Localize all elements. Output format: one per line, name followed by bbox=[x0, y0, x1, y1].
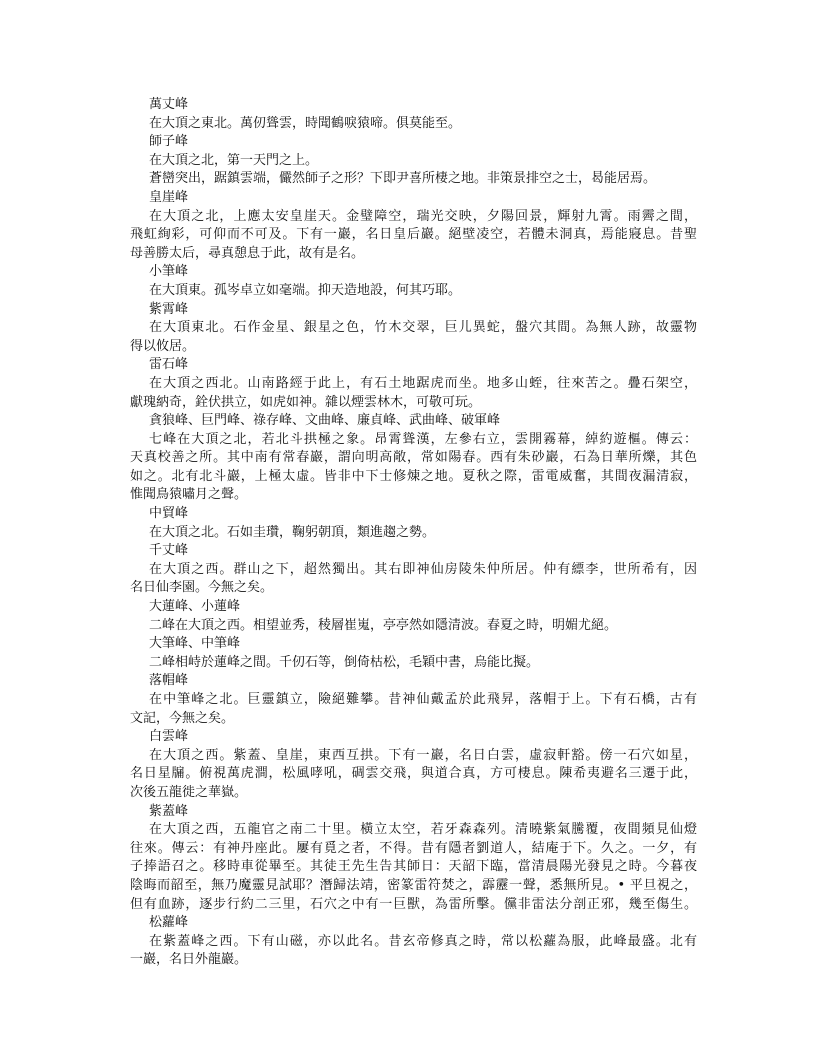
text-line: 七峰在大頂之北，若北斗拱極之象。昂霄聳漢，左參右立，雲開霧幕，綽約遊樞。傳云： bbox=[149, 431, 697, 447]
peak-heading: 雷石峰 bbox=[149, 357, 189, 373]
peak-heading: 白雲峰 bbox=[149, 729, 189, 745]
text-line: 一巖，名日外龍巖。 bbox=[130, 952, 248, 968]
peak-heading: 松蘿峰 bbox=[149, 915, 189, 931]
peak-heading: 貪狼峰、巨門峰、祿存峰、文曲峰、廉貞峰、武曲峰、破軍峰 bbox=[149, 413, 501, 429]
text-line: 子捧語召之。移時車從畢至。其徒王先生告其師日：天韶下臨，當清晨陽光發見之時。今暮夜 bbox=[130, 859, 697, 875]
text-line: 往來。傳云：有神丹座此。屢有覓之者，不得。昔有隱者劉道人，結庵于下。久之。一夕，有 bbox=[130, 840, 697, 856]
peak-heading: 萬丈峰 bbox=[149, 97, 189, 112]
text-line: 次後五龍徙之華嶽。 bbox=[130, 784, 248, 800]
text-line: 名日仙李園。今無之矣。 bbox=[130, 580, 274, 596]
peak-heading: 皇崖峰 bbox=[149, 189, 189, 205]
peak-heading: 大筆峰、中筆峰 bbox=[149, 636, 241, 652]
text-line: 名日星牖。俯視萬虎澗，松風哮吼，碉雲交飛，與道合真，方可棲息。陳希夷避名三遷于此， bbox=[130, 766, 697, 782]
text-line: 但有血跡，逐步行約二三里，石穴之中有一巨獸，為雷所擊。儻非雷法分剖正邪，幾至傷生。 bbox=[130, 896, 697, 912]
text-line: 在大頂之西。紫蓋、皇崖，東西互拱。下有一巖，名日白雲，虛寂軒豁。傍一石穴如星， bbox=[149, 747, 697, 763]
document-page bbox=[130, 96, 697, 970]
text-line: 在大頂之西，五龍官之南二十里。橫立太空，若牙森森列。清曉紫氣騰覆，夜間頻見仙燈 bbox=[149, 822, 697, 838]
peak-heading: 中貿峰 bbox=[149, 506, 189, 522]
peak-heading: 小筆峰 bbox=[149, 264, 189, 280]
peak-heading: 大蓮峰、小蓮峰 bbox=[149, 599, 241, 615]
text-line: 在大頂之北，第一天門之上。 bbox=[149, 152, 319, 168]
text-line: 陰晦而韶至，無乃魔靈見試耶？潛歸法靖，密篆雷符焚之，霹靂一聲，悉無所見。• 平旦視之， bbox=[130, 877, 697, 893]
peak-heading: 千丈峰 bbox=[149, 543, 189, 559]
text-line: 飛虹絢彩，可仰而不可及。下有一巖，名日皇后巖。絕壁凌空，若體未洞真，焉能寢息。昔聖 bbox=[130, 227, 697, 243]
text-line: 在大頂之西北。山南路經于此上，有石土地踞虎而坐。地多山蛭，往來苦之。疊石架空， bbox=[149, 375, 697, 391]
peak-heading: 師子峰 bbox=[149, 134, 189, 150]
text-line: 天真校善之所。其中南有常春巖，謂向明高敞，常如陽春。西有朱砂巖，石為日華所爍，其色 bbox=[130, 450, 697, 466]
peak-heading: 落帽峰 bbox=[149, 673, 189, 689]
text-line: 蒼巒突出，踞鎮雲端，儼然師子之形？下即尹喜所棲之地。非策景排空之士，曷能居焉。 bbox=[149, 171, 657, 187]
text-line: 文記，今無之矣。 bbox=[130, 710, 235, 726]
text-line: 二峰在大頂之西。相望並秀，稜層崔嵬，亭亭然如隱清波。春夏之時，明媚尤絕。 bbox=[149, 617, 618, 633]
text-line: 惟聞鳥猿嘯月之聲。 bbox=[130, 487, 248, 503]
text-line: 母善勝太后，尋真憩息于此，故有是名。 bbox=[130, 245, 365, 261]
text-line: 得以攸居。 bbox=[130, 338, 196, 354]
text-line: 在大頂之東北。萬仞聳雲，時聞鶴唳猿啼。俱莫能至。 bbox=[149, 115, 462, 131]
text-line: 二峰相峙於蓮峰之間。千仞石等，倒倚枯松，毛穎中書，烏能比擬。 bbox=[149, 654, 540, 670]
text-line: 在中筆峰之北。巨靈鎮立，險絕難攀。昔神仙戴孟於此飛昇，落帽于上。下有石橋，古有 bbox=[149, 692, 697, 707]
peak-heading: 紫霄峰 bbox=[149, 301, 189, 317]
text-line: 在大頂東。孤岑卓立如毫端。抑天造地設，何其巧耶。 bbox=[149, 282, 462, 298]
text-line: 獻瑰納奇，銓伏拱立，如虎如神。雜以煙雲林木，可敬可玩。 bbox=[130, 394, 482, 410]
peak-heading: 紫蓋峰 bbox=[149, 803, 189, 819]
text-line: 在大頂之北，上應太安皇崖天。金璧障空，瑞光交映，夕陽回景，輝射九霄。雨霽之間， bbox=[149, 208, 697, 224]
text-line: 在大頂之北。石如圭瓚，鞠躬朝頂，類進趨之勢。 bbox=[149, 524, 436, 540]
text-line: 在大頂之西。群山之下，超然獨出。其右即神仙房陵朱仲所居。仲有縹李，世所希有，因 bbox=[149, 561, 697, 577]
text-line: 在紫蓋峰之西。下有山磁，亦以此名。昔玄帝修真之時，常以松蘿為服，此峰最盛。北有 bbox=[149, 933, 697, 949]
text-line: 如之。北有北斗巖，上極太虛。皆非中下士修煉之地。夏秋之際，雷電威奮，其間夜漏清寂， bbox=[130, 468, 697, 484]
text-line: 在大頂東北。石作金星、銀星之色，竹木交翠，巨儿異蛇，盤穴其間。為無人跡，故靈物 bbox=[149, 320, 697, 336]
